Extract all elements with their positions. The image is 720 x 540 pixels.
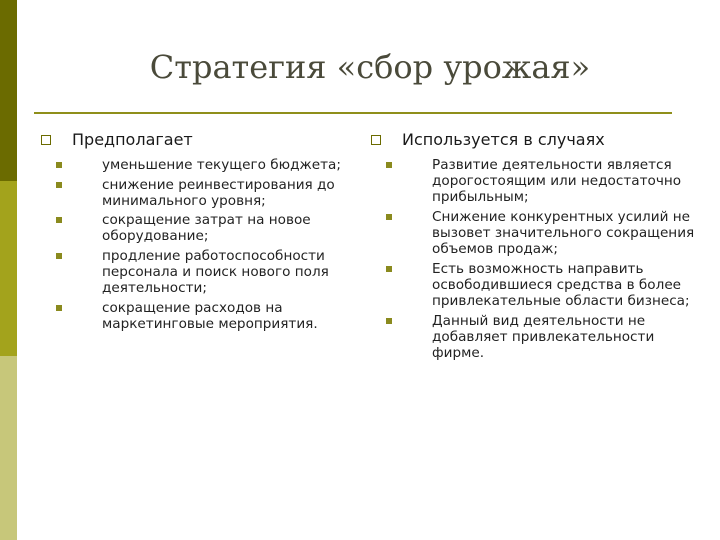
square-bullet-icon: [41, 135, 51, 145]
list-item-text: уменьшение текущего бюджета;: [102, 157, 341, 173]
left-column: [36, 130, 356, 336]
list-item-text: сокращение затрат на новое оборудование;: [102, 212, 311, 245]
slide-title: Стратегия «сбор урожая»: [149, 48, 591, 86]
square-bullet-icon: [371, 135, 381, 145]
title-divider: [34, 112, 672, 114]
list-item-text: Есть возможность направить освободившиеся средства в более привлекательные области бизнеса;: [432, 260, 690, 310]
side-bar-top: [0, 0, 17, 181]
list-item: [102, 248, 356, 297]
list-item-text: Данный вид деятельности не добавляет привлекательности фирме.: [432, 312, 655, 362]
list-item: [432, 157, 696, 206]
list-item: [102, 157, 356, 173]
bullet-icon: [386, 266, 392, 272]
bullet-icon: [56, 217, 62, 223]
list-item-text: продление работоспособности персонала и поиск нового поля деятельности;: [102, 247, 329, 297]
list-item: [432, 261, 696, 310]
bullet-icon: [56, 253, 62, 259]
bullet-icon: [56, 162, 62, 168]
list-item-text: Снижение конкурентных усилий не вызовет значительного сокращения объемов продаж;: [432, 208, 695, 258]
list-item: [102, 212, 356, 244]
left-list: [36, 157, 356, 332]
left-heading-item: [36, 130, 356, 150]
list-item: [432, 313, 696, 362]
bullet-icon: [386, 162, 392, 168]
left-heading: Предполагает: [72, 130, 193, 149]
list-item: [102, 177, 356, 209]
list-item: [102, 300, 356, 332]
side-bar-bottom: [0, 356, 17, 540]
list-item-text: Развитие деятельности является дорогостоящим или недостаточно прибыльным;: [432, 157, 682, 206]
bullet-icon: [386, 318, 392, 324]
bullet-icon: [56, 182, 62, 188]
bullet-icon: [386, 214, 392, 220]
side-bar-middle: [0, 181, 17, 356]
right-heading-item: [366, 130, 696, 150]
list-item-text: снижение реинвестирования до минимального уровня;: [102, 176, 335, 209]
right-heading: Используется в случаях: [402, 130, 605, 149]
list-item: [432, 209, 696, 258]
list-item-text: сокращение расходов на маркетинговые мероприятия.: [102, 299, 318, 333]
right-list: [366, 157, 696, 361]
bullet-icon: [56, 305, 62, 311]
right-column: [366, 130, 696, 365]
